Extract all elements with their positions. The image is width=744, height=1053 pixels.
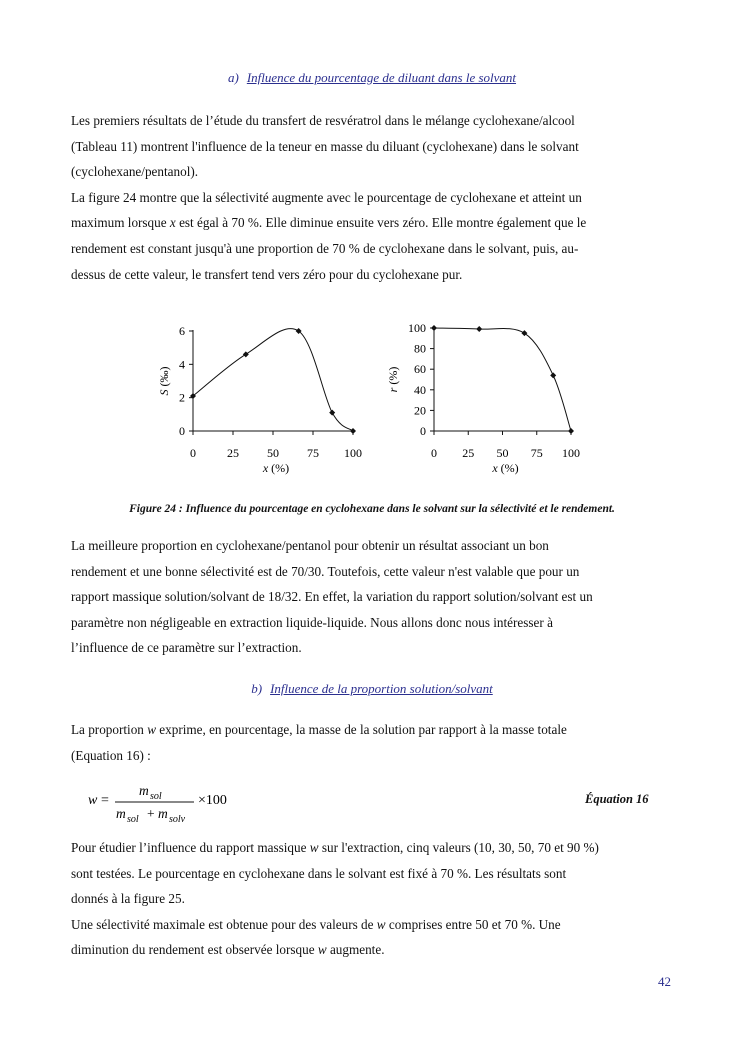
y-tick-label: 0 (420, 424, 426, 438)
text-line: rapport massique solution/solvant de 18/32. En effet, la variation du rapport solution/solvant est un (71, 589, 593, 605)
text-line: donnés à la figure 25. (71, 891, 185, 907)
y-tick-label: 6 (179, 324, 185, 338)
text-line: (cyclohexane/pentanol). (71, 164, 199, 180)
paragraph-4 (71, 835, 673, 963)
text-line: La meilleure proportion en cyclohexane/pentanol pour obtenir un résultat associant un bon (71, 538, 549, 553)
y-tick-label: 20 (414, 403, 426, 418)
numerator-sub: sol (150, 791, 162, 802)
x-tick-label: 100 (562, 446, 580, 460)
text-line: rendement et une bonne sélectivité est de 70/30. Toutefois, cette valeur n'est valable que pour un (71, 563, 580, 579)
equation-label: Équation 16 (585, 792, 649, 806)
data-point (568, 428, 574, 434)
section-b-heading (0, 681, 744, 697)
section-b-title: Influence de la proportion solution/solvant (270, 681, 493, 696)
text-line: diminution du rendement est observée lorsque w augmente. (71, 942, 385, 958)
text-line: (Tableau 11) montrent l'influence de la teneur en masse du diluant (cyclohexane) dans le solvant (71, 138, 579, 154)
numerator-m: m (139, 783, 149, 798)
y-tick-label: 4 (179, 357, 185, 372)
text-line: Une sélectivité maximale est obtenue pour des valeurs de w comprises entre 50 et 70 %. Une (71, 916, 561, 932)
denominator-sub1: sol (127, 814, 139, 825)
text-line: Les premiers résultats de l’étude du transfert de resvératrol dans le mélange cyclohexane/alcool (71, 113, 575, 128)
x-tick-label: 100 (344, 446, 362, 460)
text-line: maximum lorsque x est égal à 70 %. Elle diminue ensuite vers zéro. Elle montre également que le (71, 215, 587, 231)
paragraph-1 (71, 108, 673, 287)
x-tick-label: 25 (227, 446, 239, 460)
data-point (350, 428, 356, 434)
section-a-number: a) (227, 70, 239, 85)
data-point (243, 351, 249, 357)
y-tick-label: 40 (414, 382, 426, 397)
x-tick-label: 50 (496, 446, 509, 460)
x-axis-label: x (%) (492, 461, 519, 475)
chart-1 (157, 324, 362, 475)
y-tick-label: 100 (408, 321, 426, 335)
equation-equals: = (101, 793, 109, 808)
x-axis-label: x (%) (262, 461, 290, 475)
series-line (434, 328, 571, 431)
data-point (521, 330, 527, 336)
text-line: sont testées. Le pourcentage en cyclohexane dans le solvant est fixé à 70 %. Les résultats sont (71, 865, 567, 881)
x-tick-label: 25 (462, 446, 475, 460)
text-line: (Equation 16) : (71, 747, 151, 763)
section-a-title: Influence du pourcentage de diluant dans le solvant (246, 70, 517, 85)
x-tick-label: 0 (190, 446, 196, 460)
equation-times-100: ×100 (198, 793, 227, 808)
x-tick-label: 50 (267, 446, 279, 460)
y-tick-label: 80 (414, 341, 426, 356)
text-line: l’influence de ce paramètre sur l’extraction. (71, 640, 302, 656)
y-tick-label: 60 (414, 362, 426, 377)
text-line: La figure 24 montre que la sélectivité augmente avec le pourcentage de cyclohexane et atteint un (71, 189, 582, 205)
text-line: paramètre non négligeable en extraction liquide-liquide. Nous allons donc nous intéresser à (71, 614, 553, 630)
equation-lhs: w (88, 793, 98, 808)
x-tick-label: 0 (431, 446, 437, 460)
section-a-heading (0, 70, 744, 86)
y-axis-label: S (‰) (157, 366, 171, 396)
data-point (431, 325, 437, 331)
paragraph-3 (71, 717, 673, 768)
denominator-sub2: solv (169, 814, 186, 825)
denominator-m2: m (158, 806, 168, 821)
section-b-number: b) (251, 681, 263, 696)
text-line: La proportion w exprime, en pourcentage, la masse de la solution par rapport à la masse totale (71, 722, 567, 737)
denominator-m1: m (116, 806, 126, 821)
data-point (329, 410, 335, 416)
y-tick-label: 0 (179, 424, 185, 438)
paragraph-2 (71, 533, 673, 661)
page-number: 42 (658, 974, 671, 989)
text-line: Pour étudier l’influence du rapport massique w sur l'extraction, cinq valeurs (10, 30, 50, 70 et 90 %) (71, 840, 599, 855)
text-line: rendement est constant jusqu'à une proportion de 70 % de cyclohexane dans le solvant, puis, au- (71, 240, 579, 256)
x-tick-label: 75 (307, 446, 319, 460)
text-line: dessus de cette valeur, le transfert tend vers zéro pour du cyclohexane pur. (71, 266, 463, 282)
figure-caption: Figure 24 : Influence du pourcentage en cyclohexane dans le solvant sur la sélectivité et le rendement. (129, 503, 615, 515)
data-point (550, 372, 556, 378)
y-axis-label: r (%) (386, 366, 400, 393)
denominator-plus: + (147, 806, 155, 821)
equation-16 (86, 780, 346, 826)
figure-24 (0, 318, 744, 493)
data-point (476, 326, 482, 332)
series-line (193, 329, 353, 431)
chart-2 (386, 321, 580, 475)
x-tick-label: 75 (530, 446, 543, 460)
y-tick-label: 2 (179, 390, 185, 405)
